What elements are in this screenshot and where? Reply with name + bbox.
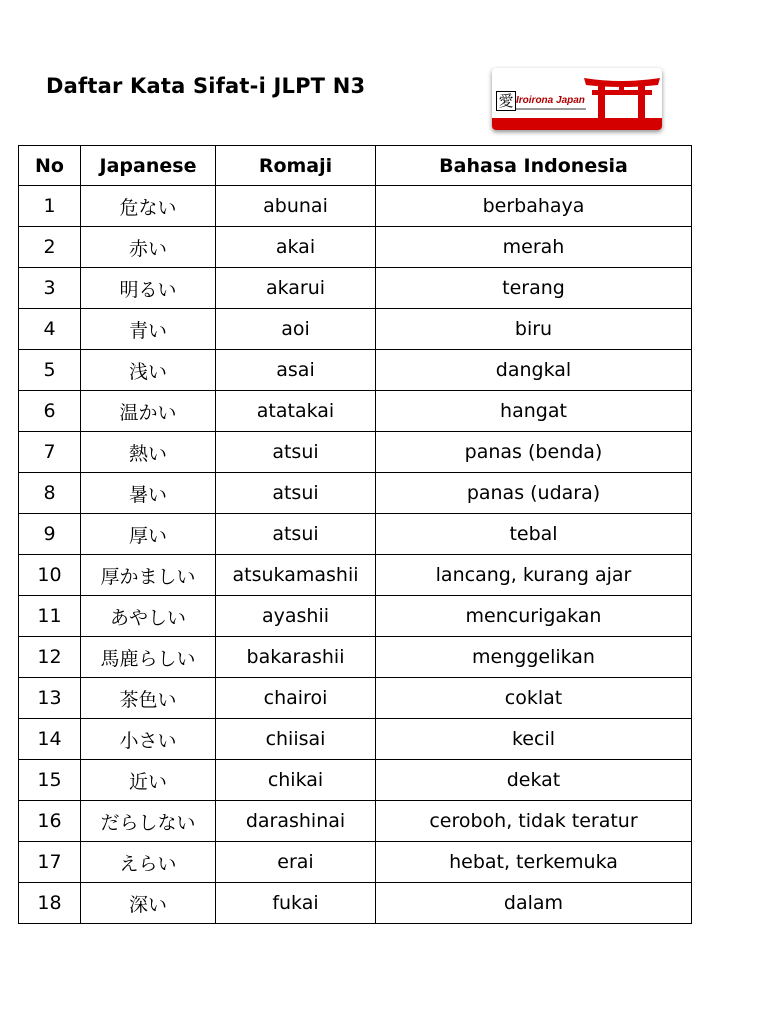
cell-japanese: 小さい xyxy=(81,719,216,760)
page-title: Daftar Kata Sifat-i JLPT N3 xyxy=(46,74,366,98)
cell-no: 13 xyxy=(19,678,81,719)
cell-bahasa-indonesia: lancang, kurang ajar xyxy=(376,555,692,596)
cell-japanese: 危ない xyxy=(81,186,216,227)
cell-bahasa-indonesia: terang xyxy=(376,268,692,309)
logo-brand-text: Iroirona Japan xyxy=(516,95,585,106)
cell-no: 7 xyxy=(19,432,81,473)
header-romaji: Romaji xyxy=(216,146,376,186)
cell-no: 11 xyxy=(19,596,81,637)
header-bahasa-indonesia: Bahasa Indonesia xyxy=(376,146,692,186)
cell-japanese: 深い xyxy=(81,883,216,924)
table-row xyxy=(19,309,692,350)
cell-romaji: chikai xyxy=(216,760,376,801)
cell-romaji: ayashii xyxy=(216,596,376,637)
cell-bahasa-indonesia: dalam xyxy=(376,883,692,924)
table-row xyxy=(19,678,692,719)
table-row xyxy=(19,555,692,596)
cell-romaji: atatakai xyxy=(216,391,376,432)
table-row xyxy=(19,186,692,227)
cell-no: 8 xyxy=(19,473,81,514)
table-row xyxy=(19,760,692,801)
cell-no: 9 xyxy=(19,514,81,555)
cell-bahasa-indonesia: menggelikan xyxy=(376,637,692,678)
cell-no: 17 xyxy=(19,842,81,883)
cell-bahasa-indonesia: dangkal xyxy=(376,350,692,391)
logo-kanji: 愛 xyxy=(496,91,516,111)
cell-bahasa-indonesia: ceroboh, tidak teratur xyxy=(376,801,692,842)
table-row xyxy=(19,801,692,842)
cell-romaji: chairoi xyxy=(216,678,376,719)
cell-japanese: 厚かましい xyxy=(81,555,216,596)
cell-no: 16 xyxy=(19,801,81,842)
cell-bahasa-indonesia: dekat xyxy=(376,760,692,801)
cell-romaji: akai xyxy=(216,227,376,268)
cell-japanese: 厚い xyxy=(81,514,216,555)
cell-no: 5 xyxy=(19,350,81,391)
table-row xyxy=(19,883,692,924)
cell-no: 12 xyxy=(19,637,81,678)
cell-bahasa-indonesia: hangat xyxy=(376,391,692,432)
cell-romaji: erai xyxy=(216,842,376,883)
table-row xyxy=(19,473,692,514)
cell-romaji: atsui xyxy=(216,473,376,514)
cell-no: 2 xyxy=(19,227,81,268)
cell-romaji: atsukamashii xyxy=(216,555,376,596)
cell-bahasa-indonesia: biru xyxy=(376,309,692,350)
cell-japanese: 馬鹿らしい xyxy=(81,637,216,678)
cell-no: 6 xyxy=(19,391,81,432)
cell-romaji: atsui xyxy=(216,432,376,473)
cell-japanese: だらしない xyxy=(81,801,216,842)
cell-romaji: darashinai xyxy=(216,801,376,842)
cell-no: 15 xyxy=(19,760,81,801)
cell-bahasa-indonesia: hebat, terkemuka xyxy=(376,842,692,883)
table-row xyxy=(19,842,692,883)
cell-romaji: asai xyxy=(216,350,376,391)
cell-japanese: 熱い xyxy=(81,432,216,473)
vocabulary-table xyxy=(18,145,692,924)
cell-romaji: akarui xyxy=(216,268,376,309)
cell-romaji: abunai xyxy=(216,186,376,227)
header-no: No xyxy=(19,146,81,186)
table-row xyxy=(19,719,692,760)
table-header-row xyxy=(19,146,692,186)
cell-romaji: bakarashii xyxy=(216,637,376,678)
cell-romaji: atsui xyxy=(216,514,376,555)
cell-japanese: 青い xyxy=(81,309,216,350)
cell-japanese: あやしい xyxy=(81,596,216,637)
cell-no: 14 xyxy=(19,719,81,760)
table-row xyxy=(19,637,692,678)
cell-no: 3 xyxy=(19,268,81,309)
table-row xyxy=(19,514,692,555)
cell-japanese: 赤い xyxy=(81,227,216,268)
cell-no: 4 xyxy=(19,309,81,350)
cell-japanese: 温かい xyxy=(81,391,216,432)
brand-logo xyxy=(492,68,662,130)
table-row xyxy=(19,391,692,432)
cell-no: 1 xyxy=(19,186,81,227)
cell-romaji: chiisai xyxy=(216,719,376,760)
cell-japanese: 明るい xyxy=(81,268,216,309)
cell-bahasa-indonesia: coklat xyxy=(376,678,692,719)
cell-bahasa-indonesia: mencurigakan xyxy=(376,596,692,637)
header-japanese: Japanese xyxy=(81,146,216,186)
cell-bahasa-indonesia: berbahaya xyxy=(376,186,692,227)
cell-japanese: えらい xyxy=(81,842,216,883)
cell-romaji: aoi xyxy=(216,309,376,350)
cell-bahasa-indonesia: panas (udara) xyxy=(376,473,692,514)
table-row xyxy=(19,268,692,309)
cell-japanese: 茶色い xyxy=(81,678,216,719)
cell-romaji: fukai xyxy=(216,883,376,924)
table-row xyxy=(19,350,692,391)
cell-bahasa-indonesia: tebal xyxy=(376,514,692,555)
cell-japanese: 暑い xyxy=(81,473,216,514)
table-row xyxy=(19,227,692,268)
table-row xyxy=(19,432,692,473)
cell-no: 18 xyxy=(19,883,81,924)
cell-japanese: 近い xyxy=(81,760,216,801)
cell-bahasa-indonesia: kecil xyxy=(376,719,692,760)
cell-japanese: 浅い xyxy=(81,350,216,391)
cell-bahasa-indonesia: merah xyxy=(376,227,692,268)
table-row xyxy=(19,596,692,637)
cell-bahasa-indonesia: panas (benda) xyxy=(376,432,692,473)
cell-no: 10 xyxy=(19,555,81,596)
